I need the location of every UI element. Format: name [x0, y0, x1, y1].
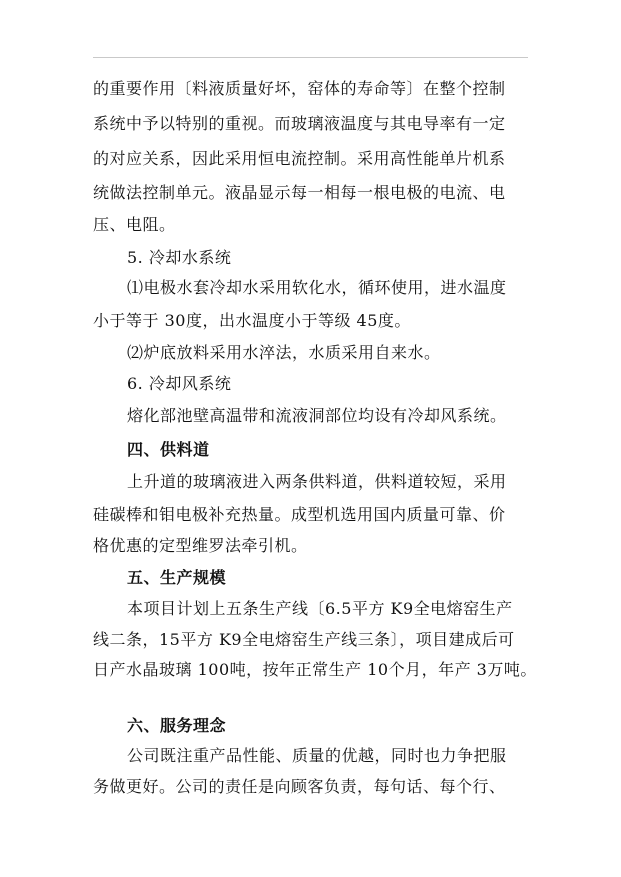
header-divider: [93, 57, 528, 58]
body-line-5: 压、电阻。: [93, 215, 176, 234]
body-line-18: 线二条，15平方 K9全电熔窑生产线三条〕，项目建成后可: [93, 630, 515, 649]
body-line-15: 格优惠的定型维罗法牵引机。: [93, 536, 308, 555]
body-line-7: ⑴电极水套冷却水采用软化水，循环使用，进水温度: [127, 278, 507, 297]
body-line-13: 上升道的玻璃液进入两条供料道，供料道较短，采用: [127, 472, 507, 491]
body-line-19: 日产水晶玻璃 100吨，按年正常生产 10个月，年产 3万吨。: [93, 660, 537, 679]
body-line-3: 的对应关系，因此采用恒电流控制。采用高性能单片机系: [93, 149, 506, 168]
body-line-4: 统做法控制单元。液晶显示每一相每一根电极的电流、电: [93, 183, 506, 202]
body-line-17: 本项目计划上五条生产线〔6.5平方 K9全电熔窑生产: [127, 599, 513, 618]
body-line-22: 务做更好。公司的责任是向顾客负责，每句话、每个行、: [93, 777, 506, 796]
section-6-heading: 6. 冷却风系统: [127, 374, 232, 393]
body-line-21: 公司既注重产品性能、质量的优越，同时也力争把服: [127, 746, 507, 765]
body-line-8: 小于等于 30度，出水温度小于等级 45度。: [93, 311, 411, 330]
section-heading-service-philosophy: 六、服务理念: [127, 716, 227, 735]
section-5-heading: 5. 冷却水系统: [127, 248, 232, 267]
body-line-1: 的重要作用〔料液质量好坏，窑体的寿命等〕在整个控制: [93, 79, 506, 98]
body-line-14: 硅碳棒和钼电极补充热量。成型机选用国内质量可靠、价: [93, 505, 506, 524]
body-line-2: 系统中予以特别的重视。而玻璃液温度与其电导率有一定: [93, 114, 506, 133]
section-heading-production-scale: 五、生产规模: [127, 568, 227, 587]
body-line-9: ⑵炉底放料采用水淬法，水质采用自来水。: [127, 343, 441, 362]
body-line-11: 熔化部池壁高温带和流液洞部位均设有冷却风系统。: [127, 406, 507, 425]
section-heading-supply-channel: 四、供料道: [127, 440, 210, 459]
